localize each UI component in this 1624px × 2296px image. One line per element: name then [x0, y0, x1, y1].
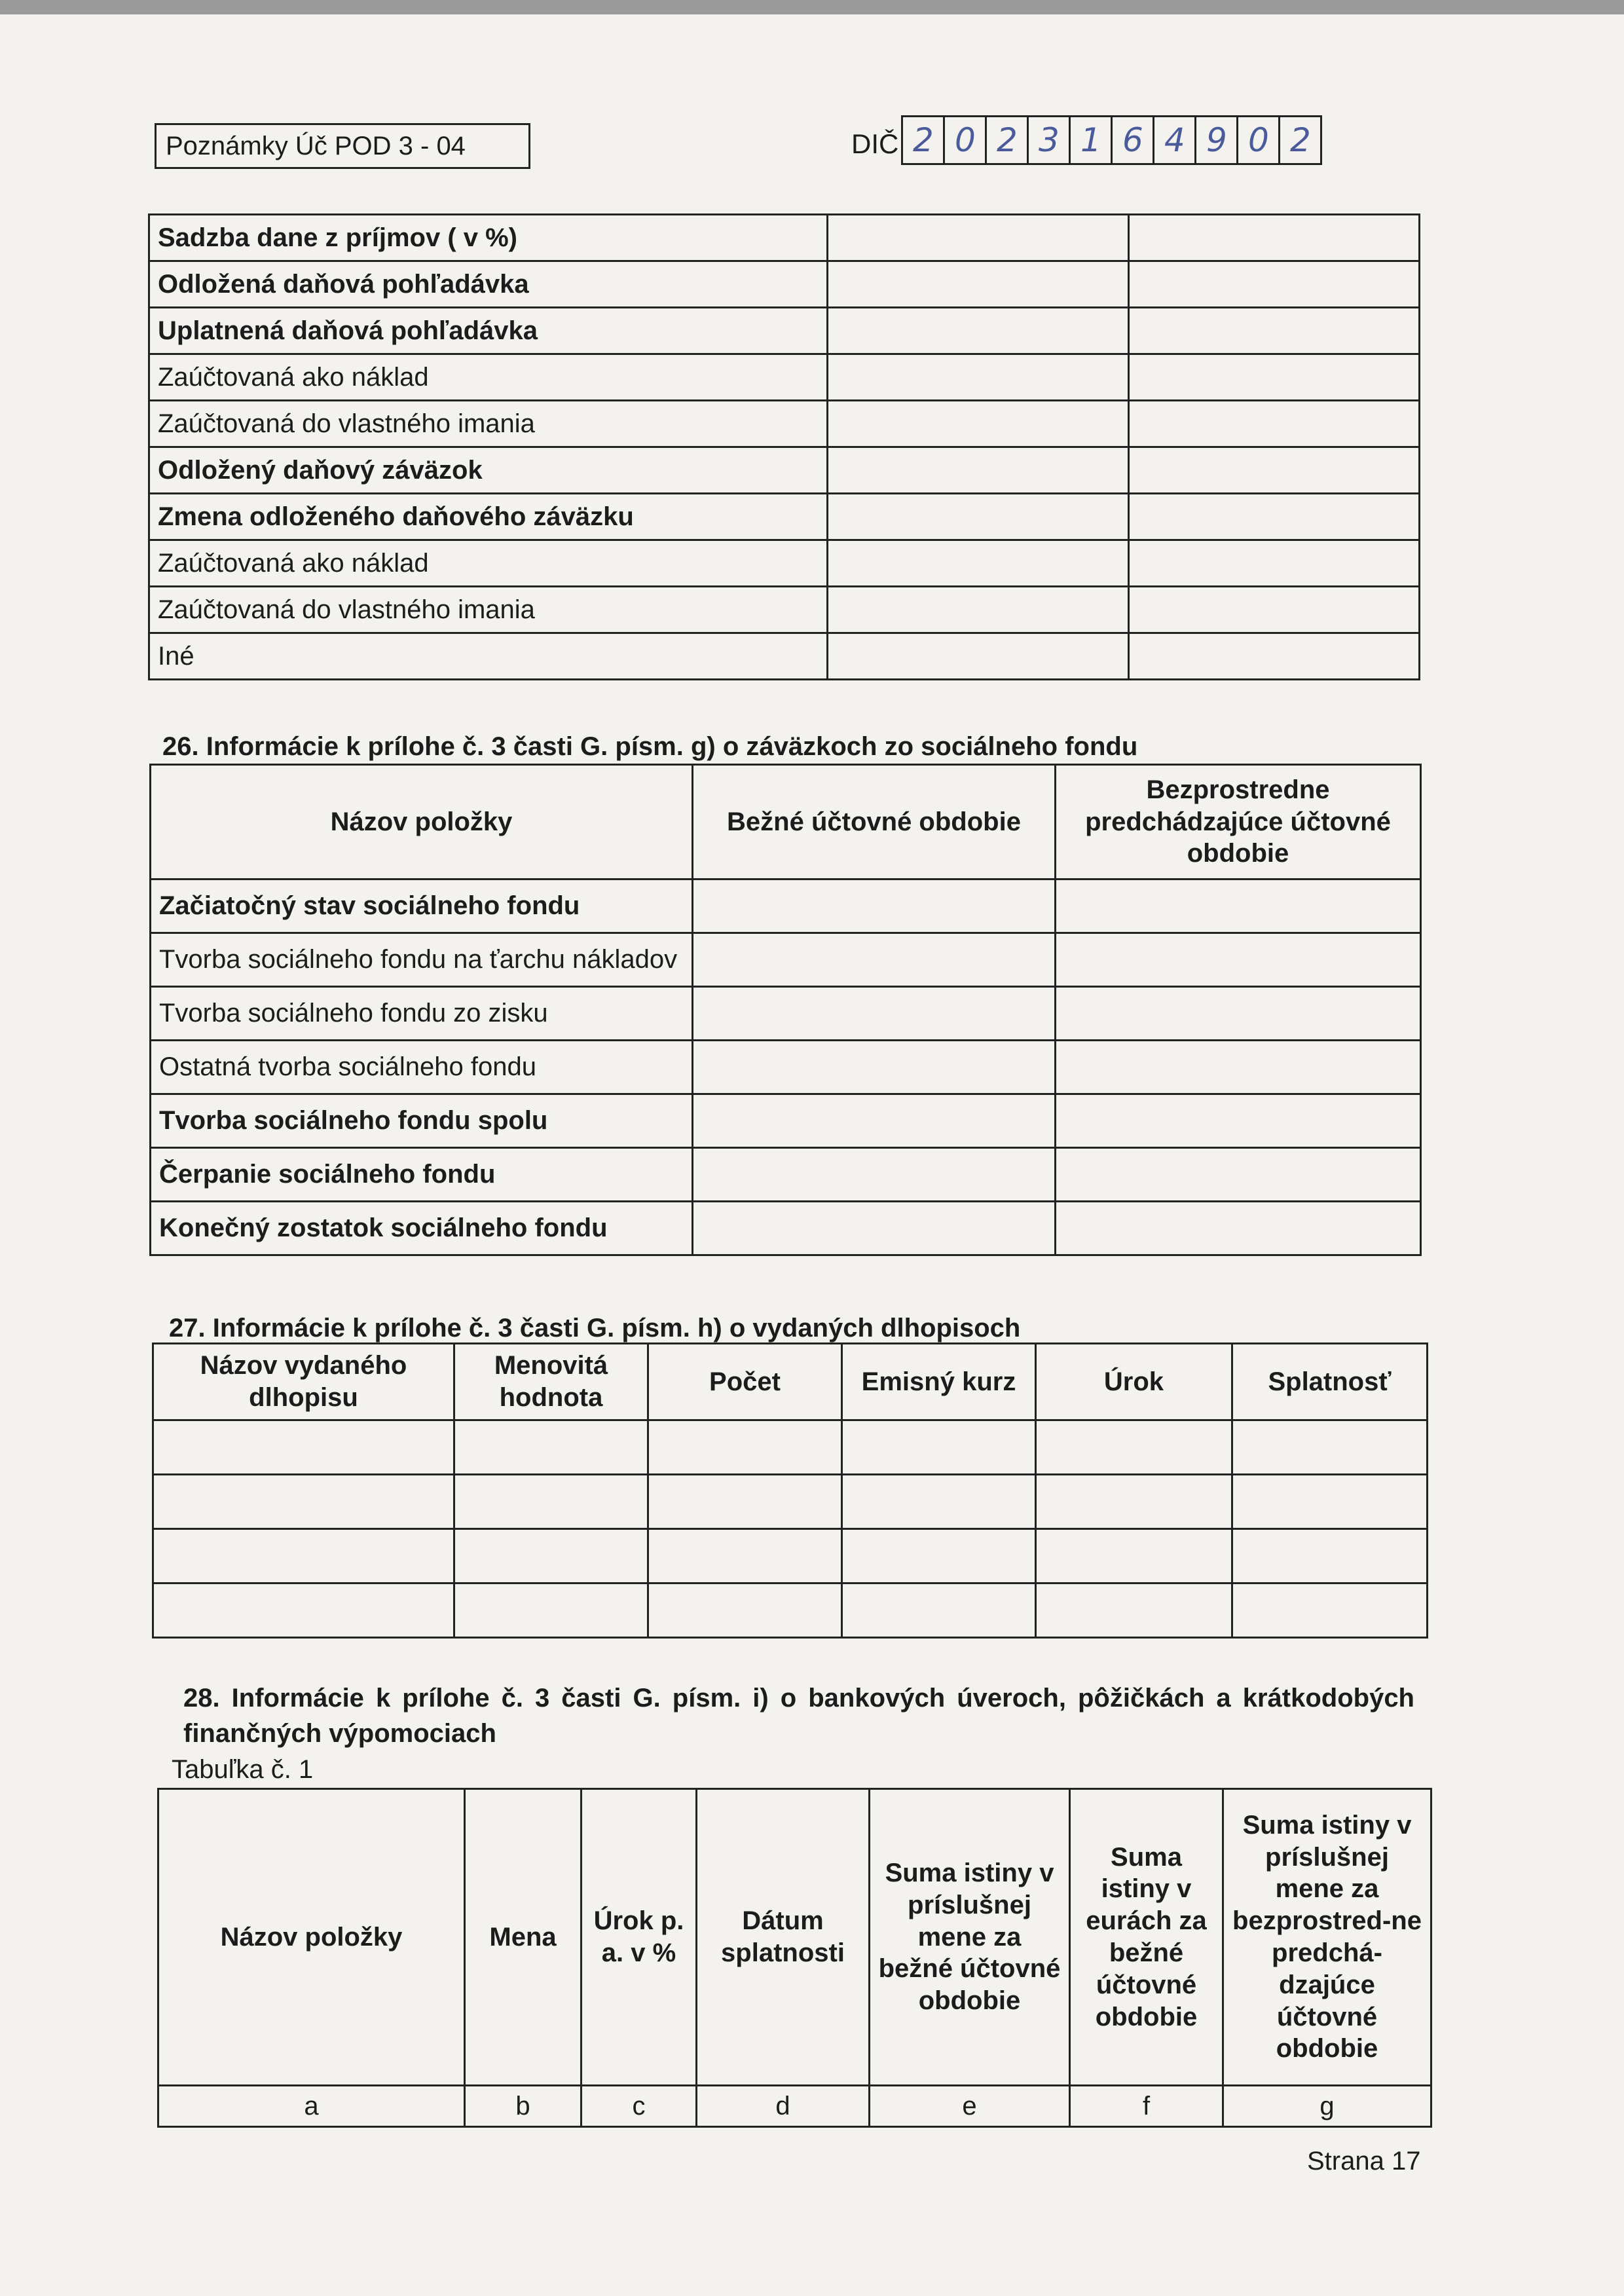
document-code-label: Poznámky Úč POD 3 - 04 [155, 123, 530, 169]
table-cell[interactable] [648, 1529, 842, 1583]
value-cell-previous[interactable] [1056, 1094, 1421, 1148]
table-cell[interactable] [153, 1475, 454, 1529]
table-row [151, 1094, 1421, 1148]
header-issue-rate: Emisný kurz [842, 1344, 1036, 1420]
table-row [153, 1583, 1428, 1638]
column-letter: c [581, 2086, 697, 2127]
header-row [158, 1789, 1431, 2086]
table-row [149, 540, 1420, 587]
table-row [149, 587, 1420, 633]
table-cell[interactable] [1232, 1583, 1428, 1638]
header-row [151, 765, 1421, 880]
table-cell[interactable] [1232, 1529, 1428, 1583]
table-row [151, 1202, 1421, 1255]
row-label: Zaúčtovaná ako náklad [149, 354, 828, 401]
value-cell-previous[interactable] [1129, 540, 1420, 587]
value-cell-previous[interactable] [1129, 447, 1420, 494]
table-cell[interactable] [648, 1475, 842, 1529]
table-cell[interactable] [648, 1420, 842, 1475]
table-number-label: Tabuľka č. 1 [172, 1755, 314, 1784]
table-row [151, 987, 1421, 1041]
header-count: Počet [648, 1344, 842, 1420]
table-row [151, 1148, 1421, 1202]
value-cell-previous[interactable] [1129, 401, 1420, 447]
table-row [149, 494, 1420, 540]
column-letter: d [697, 2086, 870, 2127]
header-principal-eur: Suma istiny v eurách za bežné účtovné obdobie [1070, 1789, 1223, 2086]
table-row [149, 447, 1420, 494]
row-label: Iné [149, 633, 828, 680]
value-cell-current[interactable] [693, 933, 1056, 987]
value-cell-current[interactable] [828, 308, 1129, 354]
value-cell-current[interactable] [828, 587, 1129, 633]
dic-digit: 2 [987, 117, 1029, 163]
section-28-title-line2: finančných výpomociach [183, 1719, 496, 1748]
header-interest: Úrok [1036, 1344, 1232, 1420]
section-27-title: 27. Informácie k prílohe č. 3 časti G. písm. h) o vydaných dlhopisoch [169, 1314, 1021, 1342]
header-previous-period: Bezprostredne predchádzajúce účtovné obdobie [1056, 765, 1421, 880]
value-cell-previous[interactable] [1129, 633, 1420, 680]
value-cell-previous[interactable] [1056, 987, 1421, 1041]
row-label: Zmena odloženého daňového záväzku [149, 494, 828, 540]
value-cell-previous[interactable] [1129, 494, 1420, 540]
value-cell-current[interactable] [828, 633, 1129, 680]
value-cell-previous[interactable] [1056, 1202, 1421, 1255]
column-letter-row [158, 2086, 1431, 2127]
dic-digit: 9 [1196, 117, 1238, 163]
table-cell[interactable] [842, 1420, 1036, 1475]
table-cell[interactable] [1232, 1420, 1428, 1475]
header-principal-previous: Suma istiny v príslušnej mene za bezprostred-ne predchá-dzajúce účtovné obdobie [1223, 1789, 1431, 2086]
value-cell-current[interactable] [693, 987, 1056, 1041]
scan-top-edge [0, 0, 1624, 14]
header-currency: Mena [465, 1789, 581, 2086]
value-cell-previous[interactable] [1056, 1041, 1421, 1094]
row-label: Zaúčtovaná do vlastného imania [149, 401, 828, 447]
table-cell[interactable] [153, 1583, 454, 1638]
section-26-title: 26. Informácie k prílohe č. 3 časti G. písm. g) o záväzkoch zo sociálneho fondu [162, 732, 1138, 761]
table-row [153, 1475, 1428, 1529]
dic-digit: 3 [1029, 117, 1071, 163]
header-current-period: Bežné účtovné obdobie [693, 765, 1056, 880]
bank-loans-table [157, 1788, 1432, 2128]
value-cell-previous[interactable] [1056, 933, 1421, 987]
table-cell[interactable] [1232, 1475, 1428, 1529]
table-cell[interactable] [454, 1529, 648, 1583]
row-label: Zaúčtovaná do vlastného imania [149, 587, 828, 633]
column-letter: f [1070, 2086, 1223, 2127]
dic-digit: 1 [1071, 117, 1113, 163]
row-label: Sadzba dane z príjmov ( v %) [149, 215, 828, 261]
table-row [149, 401, 1420, 447]
header-row [153, 1344, 1428, 1420]
bonds-table [152, 1342, 1428, 1639]
row-label: Odložený daňový záväzok [149, 447, 828, 494]
header-due-date: Dátum splatnosti [697, 1789, 870, 2086]
value-cell-current[interactable] [693, 1148, 1056, 1202]
row-label: Tvorba sociálneho fondu spolu [151, 1094, 693, 1148]
table-cell[interactable] [648, 1583, 842, 1638]
row-label: Ostatná tvorba sociálneho fondu [151, 1041, 693, 1094]
value-cell-current[interactable] [828, 261, 1129, 308]
table-row [153, 1529, 1428, 1583]
row-label: Tvorba sociálneho fondu na ťarchu nákladov [151, 933, 693, 987]
value-cell-current[interactable] [693, 1202, 1056, 1255]
table-row [151, 1041, 1421, 1094]
column-letter: b [465, 2086, 581, 2127]
table-cell[interactable] [842, 1475, 1036, 1529]
dic-digit: 2 [903, 117, 945, 163]
table-row [149, 261, 1420, 308]
value-cell-current[interactable] [828, 540, 1129, 587]
table-row [149, 308, 1420, 354]
value-cell-current[interactable] [828, 354, 1129, 401]
value-cell-current[interactable] [828, 447, 1129, 494]
table-cell[interactable] [153, 1420, 454, 1475]
row-label: Tvorba sociálneho fondu zo zisku [151, 987, 693, 1041]
value-cell-previous[interactable] [1129, 261, 1420, 308]
header-item-name: Názov položky [151, 765, 693, 880]
table-cell[interactable] [1036, 1420, 1232, 1475]
dic-digit: 0 [1238, 117, 1280, 163]
header-interest-rate: Úrok p. a. v % [581, 1789, 697, 2086]
value-cell-previous[interactable] [1129, 587, 1420, 633]
value-cell-current[interactable] [828, 494, 1129, 540]
table-cell[interactable] [1036, 1583, 1232, 1638]
column-letter: a [158, 2086, 465, 2127]
value-cell-current[interactable] [828, 215, 1129, 261]
dic-digit-boxes [901, 115, 1322, 165]
table-row [149, 633, 1420, 680]
table-cell[interactable] [153, 1529, 454, 1583]
social-fund-table [149, 764, 1422, 1256]
value-cell-current[interactable] [828, 401, 1129, 447]
header-item-name: Názov položky [158, 1789, 465, 2086]
value-cell-previous[interactable] [1129, 354, 1420, 401]
table-cell[interactable] [842, 1583, 1036, 1638]
value-cell-current[interactable] [693, 880, 1056, 933]
deferred-tax-table [148, 213, 1420, 680]
row-label: Čerpanie sociálneho fondu [151, 1148, 693, 1202]
table-cell[interactable] [454, 1583, 648, 1638]
table-row [149, 354, 1420, 401]
column-letter: g [1223, 2086, 1431, 2127]
table-cell[interactable] [842, 1529, 1036, 1583]
table-cell[interactable] [1036, 1529, 1232, 1583]
row-label: Začiatočný stav sociálneho fondu [151, 880, 693, 933]
dic-digit: 4 [1154, 117, 1196, 163]
table-row [151, 880, 1421, 933]
dic-label: DIČ [851, 128, 899, 159]
header-nominal-value: Menovitá hodnota [454, 1344, 648, 1420]
table-row [149, 215, 1420, 261]
dic-digit: 6 [1113, 117, 1154, 163]
section-28-title [183, 1680, 1414, 1751]
value-cell-previous[interactable] [1056, 1148, 1421, 1202]
value-cell-current[interactable] [693, 1094, 1056, 1148]
table-cell[interactable] [454, 1420, 648, 1475]
table-cell[interactable] [1036, 1475, 1232, 1529]
row-label: Uplatnená daňová pohľadávka [149, 308, 828, 354]
dic-digit: 0 [945, 117, 987, 163]
header-bond-name: Názov vydaného dlhopisu [153, 1344, 454, 1420]
header-maturity: Splatnosť [1232, 1344, 1428, 1420]
dic-field [851, 115, 1322, 165]
value-cell-previous[interactable] [1056, 880, 1421, 933]
row-label: Konečný zostatok sociálneho fondu [151, 1202, 693, 1255]
header-principal-current: Suma istiny v príslušnej mene za bežné účtovné obdobie [870, 1789, 1070, 2086]
value-cell-previous[interactable] [1129, 215, 1420, 261]
row-label: Odložená daňová pohľadávka [149, 261, 828, 308]
table-row [153, 1420, 1428, 1475]
page-number: Strana 17 [1307, 2147, 1421, 2176]
table-row [151, 933, 1421, 987]
section-28-title-line1: 28. Informácie k prílohe č. 3 časti G. písm. i) o bankových úveroch, pôžičkách a krátkodobých [183, 1684, 1414, 1713]
value-cell-previous[interactable] [1129, 308, 1420, 354]
value-cell-current[interactable] [693, 1041, 1056, 1094]
dic-digit: 2 [1280, 117, 1322, 163]
row-label: Zaúčtovaná ako náklad [149, 540, 828, 587]
column-letter: e [870, 2086, 1070, 2127]
table-cell[interactable] [454, 1475, 648, 1529]
